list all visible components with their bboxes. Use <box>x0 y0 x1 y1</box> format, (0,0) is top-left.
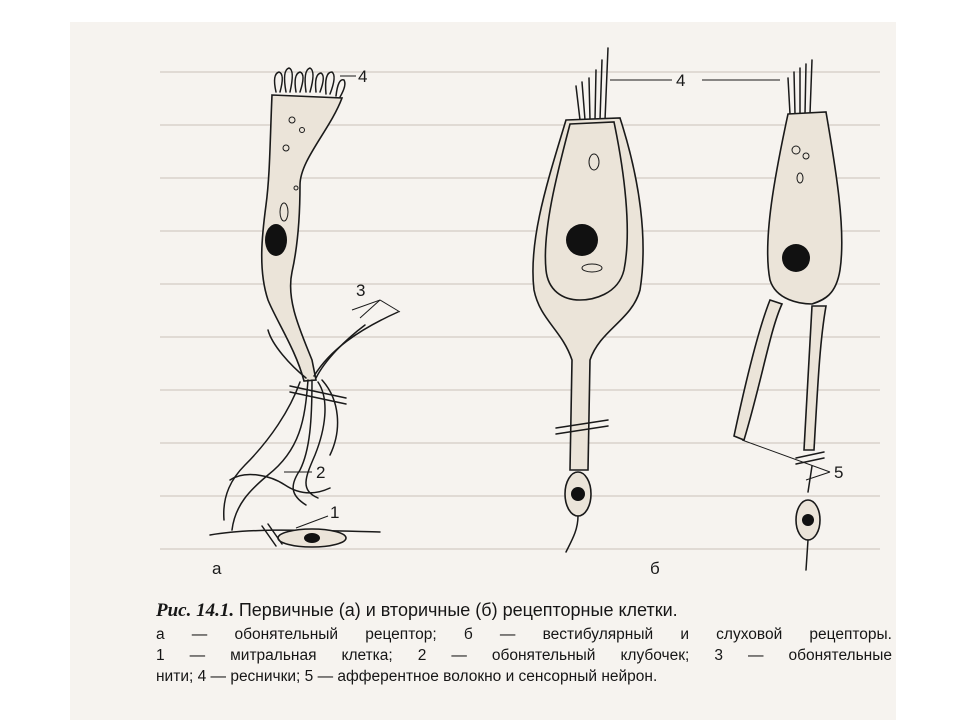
marker-4-panel-b: 4 <box>676 71 686 90</box>
hair-bundle-left <box>576 48 608 120</box>
olfactory-filaments <box>224 312 398 530</box>
caption-line: а — обонятельный рецептор; б — вестибулярный и слуховой рецепторы. <box>156 626 892 643</box>
cut-mark-a <box>290 386 346 404</box>
panel-label-b: б <box>650 559 660 578</box>
afferent-fiber-left <box>734 300 782 440</box>
olfactory-glomerulus <box>230 475 330 493</box>
marker-3: 3 <box>356 281 366 300</box>
olfactory-receptor-cell <box>210 67 400 578</box>
hair-bundle-right <box>788 60 812 114</box>
auditory-cell-body <box>768 112 842 304</box>
auditory-receptor-cell <box>734 60 843 570</box>
figure-number: Рис. 14.1. <box>156 600 235 621</box>
marker-2: 2 <box>316 463 326 482</box>
vestibular-receptor-cell <box>533 48 660 578</box>
marker-1: 1 <box>330 503 340 522</box>
marker-5: 5 <box>834 463 844 482</box>
caption-title <box>156 597 892 624</box>
panel-label-a: а <box>212 559 222 578</box>
marker-4-panel-a: 4 <box>358 67 368 86</box>
afferent-fiber-right <box>804 306 826 450</box>
caption-line: нити; 4 — реснички; 5 — афферентное волокно и сенсорный нейрон. <box>156 668 658 685</box>
olfactory-nucleus <box>265 224 287 256</box>
hair-cell-nucleus <box>566 224 598 256</box>
auditory-cell-nucleus <box>782 244 810 272</box>
figure-caption <box>156 597 892 687</box>
figure-title: Первичные (а) и вторичные (б) рецепторные клетки. <box>238 600 678 620</box>
caption-line: 1 — митральная клетка; 2 — обонятельный клубочек; 3 — обонятельные <box>156 647 892 664</box>
